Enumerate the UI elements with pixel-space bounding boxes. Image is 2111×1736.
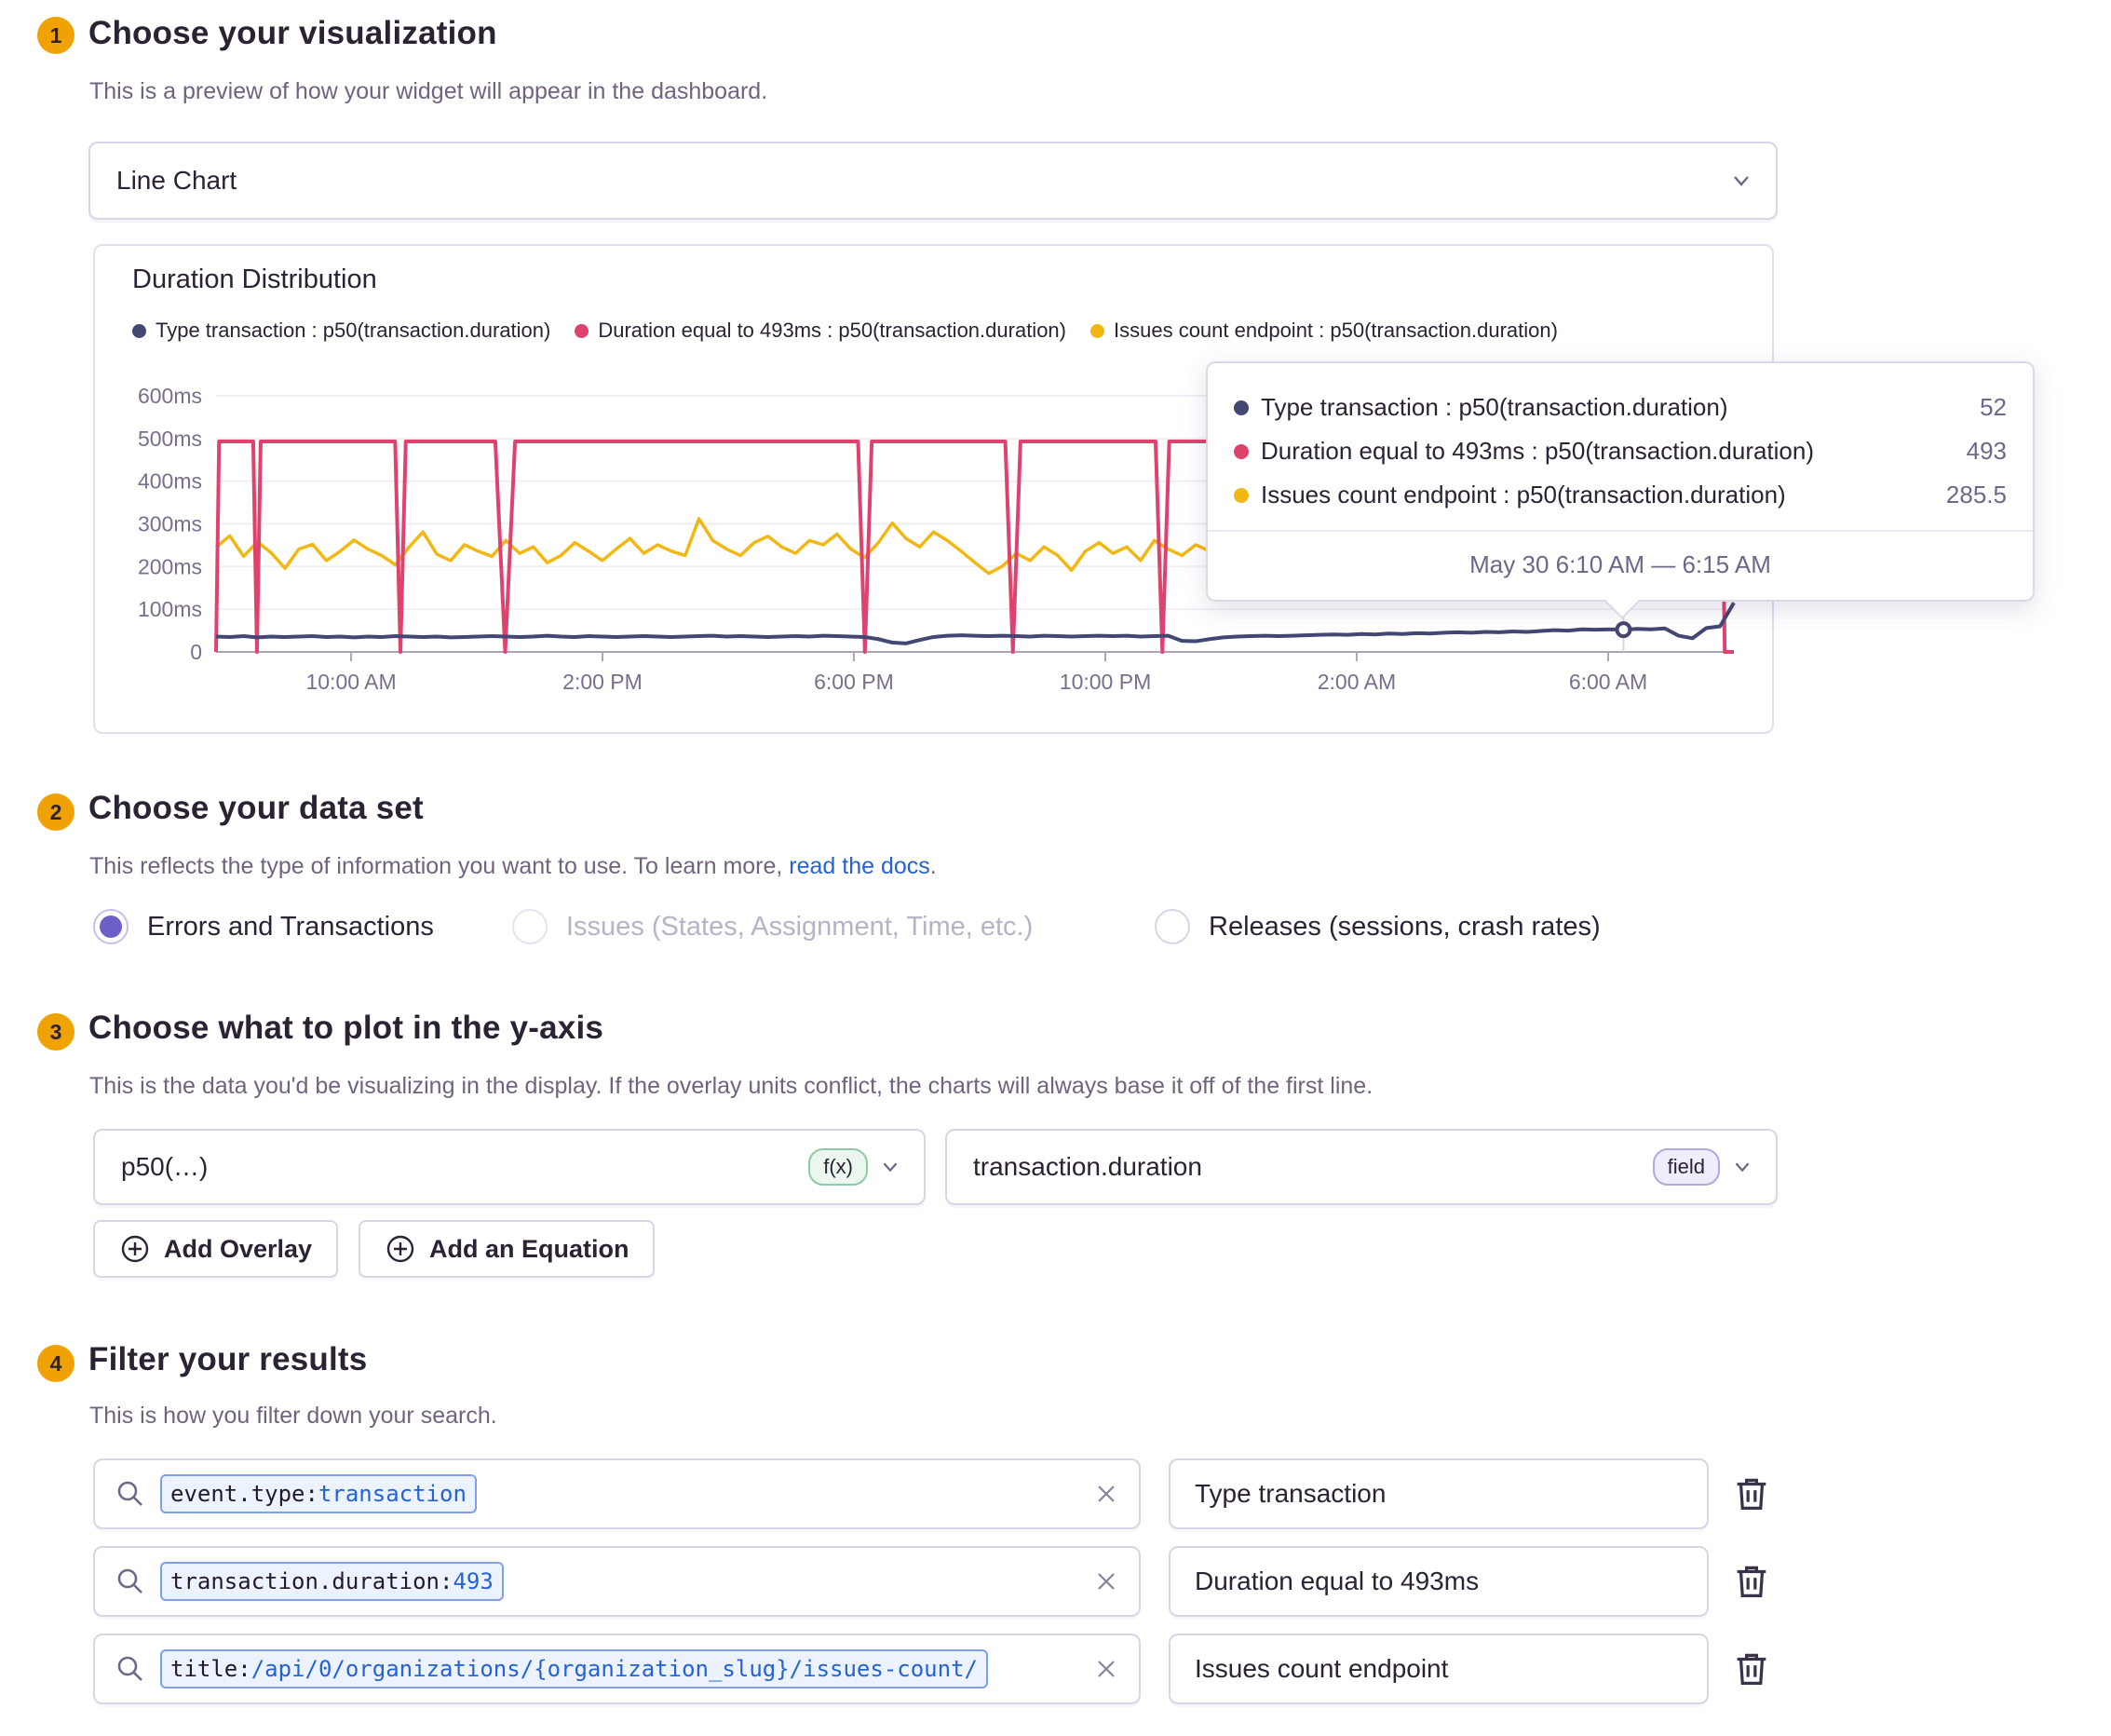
delete-filter-icon[interactable]: [1730, 1470, 1773, 1518]
svg-text:200ms: 200ms: [137, 554, 202, 579]
step-3-badge: 3: [37, 1013, 74, 1051]
legend-dot-pink: [575, 324, 589, 338]
tooltip-label: Issues count endpoint : p50(transaction.duration): [1261, 481, 1786, 509]
section-title-visualization: Choose your visualization: [88, 15, 497, 51]
delete-filter-icon[interactable]: [1730, 1645, 1773, 1693]
filter-name-value: Duration equal to 493ms: [1195, 1566, 1480, 1595]
clear-icon[interactable]: [1094, 1569, 1118, 1594]
svg-text:2:00 AM: 2:00 AM: [1317, 670, 1397, 694]
token-key: transaction.duration:: [170, 1568, 453, 1594]
tooltip-value: 52: [1980, 393, 2007, 421]
svg-text:500ms: 500ms: [137, 426, 202, 451]
yaxis-function-value: p50(…): [121, 1152, 209, 1181]
delete-filter-icon[interactable]: [1730, 1557, 1773, 1606]
dataset-option-issues[interactable]: [512, 909, 1033, 944]
search-token[interactable]: [160, 1562, 504, 1601]
function-badge: f(x): [808, 1148, 868, 1186]
radio-label: Issues (States, Assignment, Time, etc.): [566, 911, 1034, 942]
chart-tooltip: [1206, 361, 2035, 602]
filter-search-input-3[interactable]: [93, 1634, 1141, 1704]
legend-dot-yellow: [1090, 324, 1104, 338]
chart-title: Duration Distribution: [132, 264, 377, 294]
filter-name-input-3[interactable]: [1169, 1634, 1709, 1704]
section-subtitle-filters: This is how you filter down your search.: [89, 1403, 497, 1429]
step-2-badge: 2: [37, 793, 74, 831]
chevron-down-icon: [1727, 167, 1755, 195]
search-icon: [115, 1479, 145, 1509]
token-key: title:: [170, 1656, 251, 1682]
legend-dot-navy: [132, 324, 146, 338]
radio-selected-icon[interactable]: [93, 909, 129, 944]
svg-text:6:00 AM: 6:00 AM: [1568, 670, 1648, 694]
chart-legend: [132, 319, 1558, 343]
plus-circle-icon: [385, 1233, 416, 1265]
tooltip-row: [1234, 386, 2007, 429]
section-title-filters: Filter your results: [88, 1341, 368, 1377]
svg-text:300ms: 300ms: [137, 511, 202, 536]
legend-item[interactable]: [575, 319, 1066, 343]
tooltip-row: [1234, 473, 2007, 517]
add-equation-button[interactable]: [359, 1220, 655, 1278]
search-icon: [115, 1654, 145, 1684]
tooltip-dot-navy: [1234, 400, 1249, 415]
svg-text:100ms: 100ms: [137, 597, 202, 622]
field-badge: field: [1653, 1148, 1720, 1186]
radio-label: Releases (sessions, crash rates): [1209, 911, 1601, 942]
visualization-type-select[interactable]: [88, 142, 1778, 220]
tooltip-dot-pink: [1234, 444, 1249, 459]
dataset-option-releases[interactable]: [1155, 909, 1601, 944]
yaxis-field-value: transaction.duration: [973, 1152, 1202, 1181]
tooltip-label: Type transaction : p50(transaction.duration): [1261, 393, 1728, 421]
legend-label: Type transaction : p50(transaction.duration): [156, 319, 551, 342]
legend-item[interactable]: [132, 319, 550, 343]
tooltip-value: 493: [1966, 437, 2007, 465]
svg-text:600ms: 600ms: [137, 384, 202, 408]
token-value: 493: [453, 1568, 494, 1594]
dataset-subtitle-period: .: [929, 853, 937, 879]
plus-circle-icon: [119, 1233, 151, 1265]
filter-name-value: Type transaction: [1195, 1479, 1387, 1508]
section-title-yaxis: Choose what to plot in the y-axis: [88, 1010, 604, 1046]
filter-name-input-1[interactable]: [1169, 1458, 1709, 1529]
tooltip-value: 285.5: [1945, 481, 2007, 509]
dataset-subtitle-text: This reflects the type of information you want to use. To learn more,: [89, 853, 790, 879]
clear-icon[interactable]: [1094, 1657, 1118, 1681]
step-1-badge: 1: [37, 17, 74, 54]
visualization-type-value: Line Chart: [116, 166, 237, 195]
svg-text:10:00 AM: 10:00 AM: [305, 670, 397, 694]
add-overlay-label: Add Overlay: [164, 1234, 313, 1263]
filter-name-input-2[interactable]: [1169, 1546, 1709, 1617]
tooltip-dot-yellow: [1234, 488, 1249, 503]
section-title-dataset: Choose your data set: [88, 790, 424, 826]
yaxis-function-select[interactable]: [93, 1129, 926, 1205]
search-token[interactable]: [160, 1649, 988, 1689]
clear-icon[interactable]: [1094, 1482, 1118, 1506]
read-the-docs-link[interactable]: read the docs: [789, 853, 930, 879]
yaxis-field-select[interactable]: [945, 1129, 1778, 1205]
section-subtitle-yaxis: This is the data you'd be visualizing in the display. If the overlay units conflict, the charts will always base it off of the first line.: [89, 1073, 1374, 1099]
section-subtitle-visualization: This is a preview of how your widget will appear in the dashboard.: [89, 78, 768, 104]
dataset-option-errors-transactions[interactable]: [93, 909, 434, 944]
chevron-down-icon: [1729, 1154, 1755, 1180]
section-subtitle-dataset: [89, 853, 937, 880]
svg-text:6:00 PM: 6:00 PM: [814, 670, 894, 694]
step-4-badge: 4: [37, 1345, 74, 1382]
svg-text:10:00 PM: 10:00 PM: [1059, 670, 1152, 694]
token-key: event.type:: [170, 1481, 318, 1507]
svg-text:400ms: 400ms: [137, 468, 202, 494]
radio-label: Errors and Transactions: [147, 911, 434, 942]
radio-icon[interactable]: [1155, 909, 1190, 944]
token-value: transaction: [318, 1481, 467, 1507]
legend-label: Issues count endpoint : p50(transaction.duration): [1114, 319, 1558, 342]
token-value: /api/0/organizations/{organization_slug}/issues-count/: [250, 1656, 978, 1682]
tooltip-timestamp: May 30 6:10 AM — 6:15 AM: [1208, 530, 2033, 600]
filter-search-input-2[interactable]: [93, 1546, 1141, 1617]
add-overlay-button[interactable]: [93, 1220, 338, 1278]
radio-icon[interactable]: [512, 909, 548, 944]
search-icon: [115, 1566, 145, 1596]
chevron-down-icon: [877, 1154, 903, 1180]
svg-text:0: 0: [190, 640, 202, 664]
legend-item[interactable]: [1090, 319, 1558, 343]
search-token[interactable]: [160, 1474, 477, 1513]
filter-search-input-1[interactable]: [93, 1458, 1141, 1529]
svg-text:2:00 PM: 2:00 PM: [562, 670, 643, 694]
tooltip-row: [1234, 429, 2007, 473]
filter-name-value: Issues count endpoint: [1195, 1654, 1449, 1683]
legend-label: Duration equal to 493ms : p50(transaction.duration): [598, 319, 1066, 342]
tooltip-label: Duration equal to 493ms : p50(transaction.duration): [1261, 437, 1815, 465]
add-equation-label: Add an Equation: [429, 1234, 629, 1263]
